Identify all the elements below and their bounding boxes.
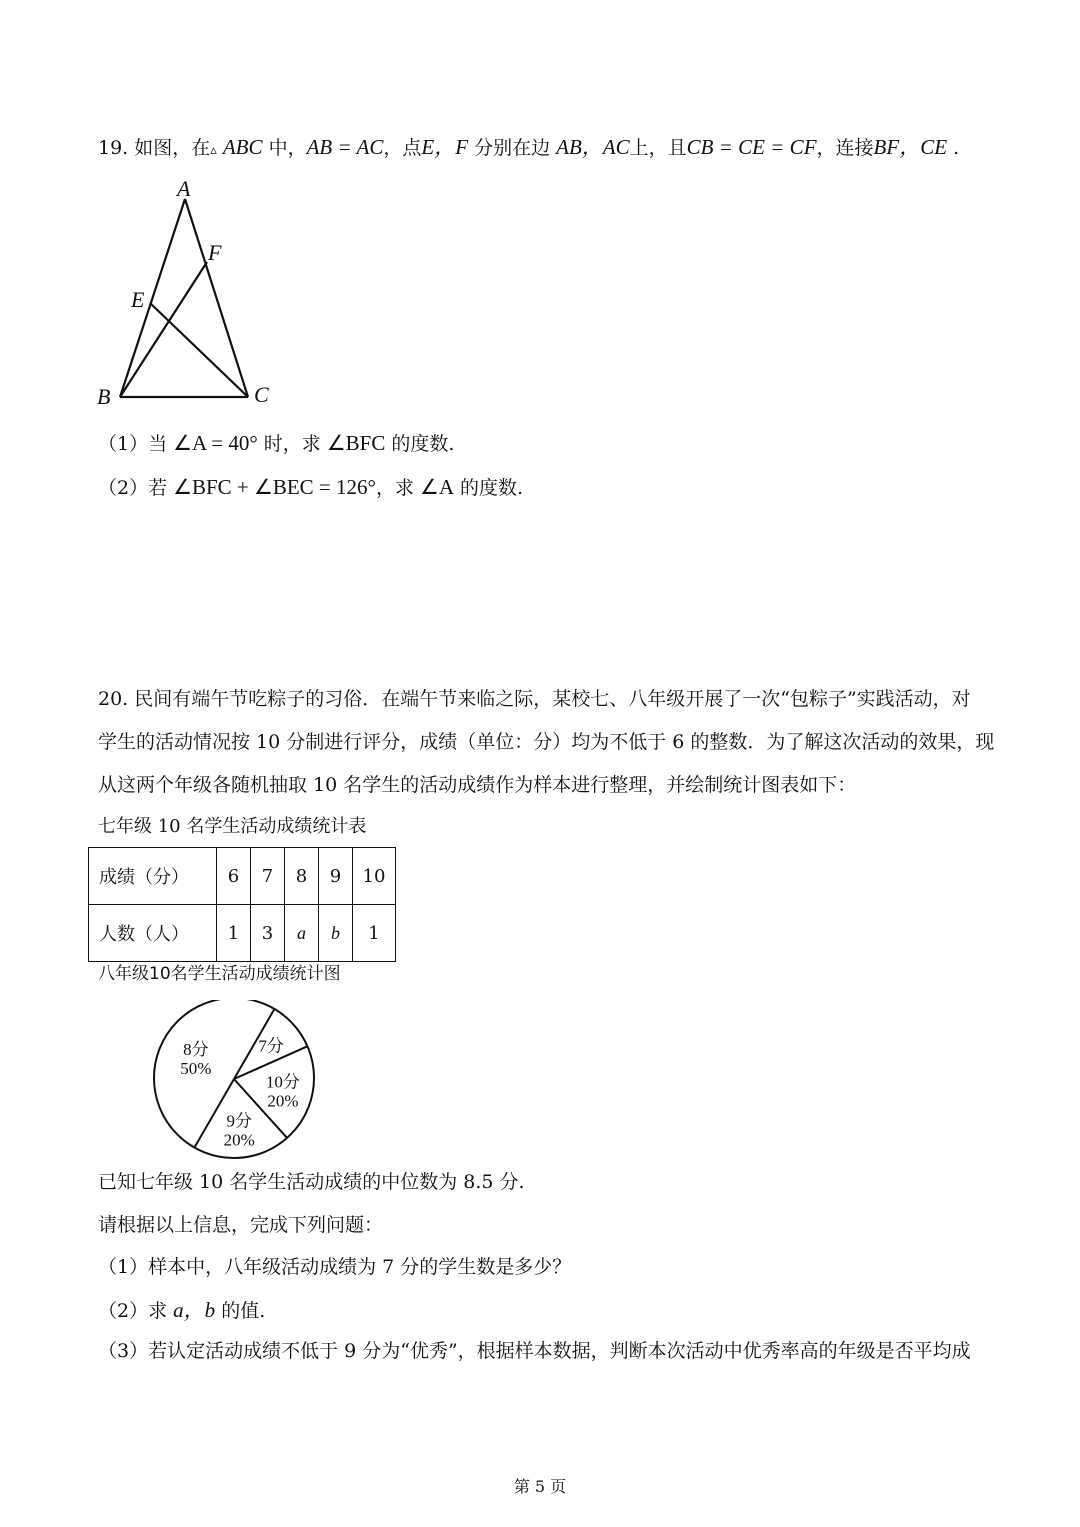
table-row — [89, 848, 396, 905]
pie-slice-label: 8分 — [183, 1040, 209, 1059]
table-title: 七年级 10 名学生活动成绩统计表 — [98, 816, 367, 837]
q20-line-2: 学生的活动情况按 10 分制进行评分，成绩（单位：分）均为不低于 6 的整数．为了解这次活动的效果，现 — [98, 731, 995, 753]
q19-part1: （1）当 ∠A = 40° 时，求 ∠BFC 的度数. — [98, 431, 455, 455]
point-label-c: C — [254, 382, 269, 407]
table-cell: 7 — [251, 848, 285, 905]
row-header-count: 人数（人） — [89, 905, 217, 962]
table-cell: 8 — [285, 848, 319, 905]
table-cell: 9 — [319, 848, 353, 905]
point-label-a: A — [177, 176, 191, 201]
table-cell: 1 — [353, 905, 396, 962]
q19-stem: 19. 如图，在▵ ABC 中，AB = AC，点E，F 分别在边 AB，AC上，且CB = CE = CF，连接BF，CE . — [98, 135, 960, 159]
segment-ab — [120, 199, 185, 397]
pie-slice-percent: 20% — [223, 1130, 255, 1150]
point-label-b: B — [97, 384, 111, 409]
q20-part2: （2）求 a，b 的值. — [98, 1298, 266, 1322]
table-cell: 3 — [251, 905, 285, 962]
triangle-symbol: ▵ — [210, 143, 217, 158]
triangle-figure — [90, 172, 290, 412]
q19-part2: （2）若 ∠BFC + ∠BEC = 126°，求 ∠A 的度数. — [98, 475, 524, 499]
grade8-pie-chart — [150, 1000, 320, 1160]
q20-part1: （1）样本中，八年级活动成绩为 7 分的学生数是多少？ — [98, 1256, 572, 1278]
row-header-score: 成绩（分） — [89, 848, 217, 905]
table-cell: 6 — [217, 848, 251, 905]
pie-slice-percent: 20% — [267, 1091, 299, 1111]
table-cell: b — [319, 905, 353, 962]
q20-line-3: 从这两个年级各随机抽取 10 名学生的活动成绩作为样本进行整理，并绘制统计图表如下： — [98, 774, 857, 796]
q19-number: 19. — [98, 137, 129, 159]
grade7-score-table — [88, 847, 396, 962]
table-cell: 1 — [217, 905, 251, 962]
segment-bf — [120, 262, 207, 397]
q20-known: 已知七年级 10 名学生活动成绩的中位数为 8.5 分. — [98, 1171, 525, 1193]
table-cell: a — [285, 905, 319, 962]
q20-part3: （3）若认定活动成绩不低于 9 分为“优秀”，根据样本数据，判断本次活动中优秀率高的年级是否平均成 — [98, 1340, 971, 1362]
pie-slice-label: 7分 — [258, 1036, 284, 1056]
table-cell: 10 — [353, 848, 396, 905]
table-row — [89, 905, 396, 962]
point-label-f: F — [208, 240, 222, 265]
q20-prompt: 请根据以上信息，完成下列问题： — [98, 1214, 384, 1236]
chart-title: 八年级10名学生活动成绩统计图 — [98, 964, 341, 984]
pie-slice-percent: 50% — [180, 1059, 212, 1078]
point-label-e: E — [131, 287, 145, 312]
pie-slice-label: 10分 — [265, 1072, 300, 1092]
q20-line-1: 20. 民间有端午节吃粽子的习俗．在端午节来临之际，某校七、八年级开展了一次“包粽子”实践活动，对 — [98, 688, 971, 710]
pie-slice-label: 9分 — [226, 1111, 252, 1131]
page-number: 第 5 页 — [513, 1477, 567, 1496]
